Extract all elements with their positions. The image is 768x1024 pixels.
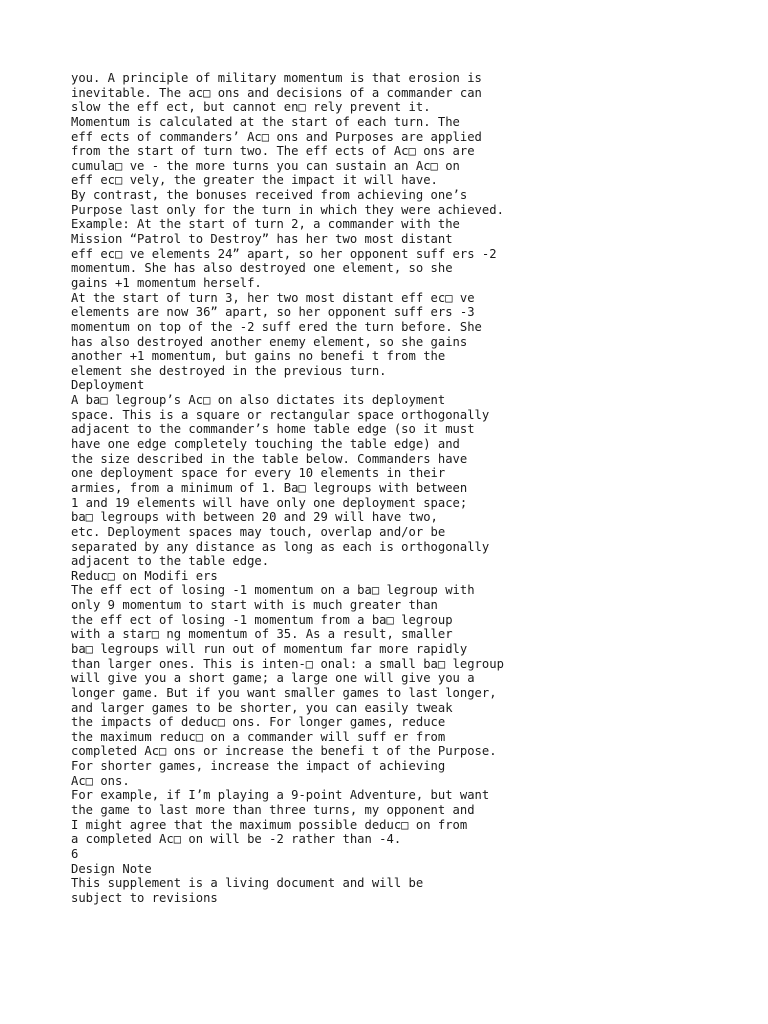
section-heading-deployment: Deployment bbox=[71, 378, 145, 393]
text-line: the impacts of deduc□ ons. For longer games, reduce bbox=[71, 715, 446, 730]
text-line: have one edge completely touching the table edge) and bbox=[71, 437, 460, 452]
text-line: adjacent to the table edge. bbox=[71, 554, 270, 569]
text-line: completed Ac□ ons or increase the benefi t of the Purpose. bbox=[71, 744, 497, 759]
text-line: the game to last more than three turns, my opponent and bbox=[71, 803, 475, 818]
text-line: subject to revisions bbox=[71, 890, 218, 905]
text-line: For shorter games, increase the impact of achieving bbox=[71, 759, 446, 774]
text-line: with a star□ ng momentum of 35. As a result, smaller bbox=[71, 627, 453, 642]
text-line: For example, if I’m playing a 9-point Adventure, but want bbox=[71, 788, 490, 803]
text-line: elements are now 36” apart, so her opponent suff ers -3 bbox=[71, 305, 475, 320]
text-line: slow the eff ect, but cannot en□ rely prevent it. bbox=[71, 100, 431, 115]
text-line: Mission “Patrol to Destroy” has her two most distant bbox=[71, 232, 453, 247]
text-line: eff ects of commanders’ Ac□ ons and Purposes are applied bbox=[71, 129, 482, 144]
text-line: and larger games to be shorter, you can easily tweak bbox=[71, 700, 453, 715]
text-line: another +1 momentum, but gains no benefi t from the bbox=[71, 349, 446, 364]
text-line: than larger ones. This is inten-□ onal: a small ba□ legroup bbox=[71, 656, 504, 671]
section-heading-reduction-modifiers: Reduc□ on Modifi ers bbox=[71, 568, 218, 583]
text-line: the eff ect of losing -1 momentum from a ba□ legroup bbox=[71, 612, 453, 627]
text-line: only 9 momentum to start with is much greater than bbox=[71, 598, 438, 613]
text-line: Momentum is calculated at the start of each turn. The bbox=[71, 114, 460, 129]
text-line: I might agree that the maximum possible deduc□ on from bbox=[71, 817, 468, 832]
document-body bbox=[71, 71, 761, 906]
text-line: By contrast, the bonuses received from achieving one’s bbox=[71, 188, 468, 203]
text-line: you. A principle of military momentum is that erosion is bbox=[71, 71, 482, 85]
text-line: etc. Deployment spaces may touch, overlap and/or be bbox=[71, 524, 446, 539]
text-line: ba□ legroups will run out of momentum far more rapidly bbox=[71, 641, 468, 656]
text-line: Ac□ ons. bbox=[71, 773, 130, 788]
text-line: from the start of turn two. The eff ects of Ac□ ons are bbox=[71, 144, 475, 159]
text-line: momentum on top of the -2 suff ered the turn before. She bbox=[71, 319, 482, 334]
text-line: will give you a short game; a large one will give you a bbox=[71, 671, 475, 686]
text-line: This supplement is a living document and will be bbox=[71, 876, 424, 891]
text-line: 1 and 19 elements will have only one deployment space; bbox=[71, 495, 468, 510]
text-line: The eff ect of losing -1 momentum on a ba□ legroup with bbox=[71, 583, 475, 598]
text-line: gains +1 momentum herself. bbox=[71, 275, 262, 290]
text-line: eff ec□ ve elements 24” apart, so her opponent suff ers -2 bbox=[71, 246, 497, 261]
text-line: separated by any distance as long as each is orthogonally bbox=[71, 539, 490, 554]
text-line: the maximum reduc□ on a commander will suff er from bbox=[71, 729, 446, 744]
text-line: adjacent to the commander’s home table edge (so it must bbox=[71, 422, 475, 437]
text-line: the size described in the table below. Commanders have bbox=[71, 451, 468, 466]
text-line: eff ec□ vely, the greater the impact it will have. bbox=[71, 173, 438, 188]
text-line: ba□ legroups with between 20 and 29 will have two, bbox=[71, 510, 438, 525]
page-number: 6 bbox=[71, 846, 79, 861]
text-line: momentum. She has also destroyed one element, so she bbox=[71, 261, 453, 276]
text-line: has also destroyed another enemy element, so she gains bbox=[71, 334, 468, 349]
text-line: A ba□ legroup’s Ac□ on also dictates its deployment bbox=[71, 393, 446, 408]
text-line: one deployment space for every 10 elements in their bbox=[71, 466, 446, 481]
text-line: space. This is a square or rectangular space orthogonally bbox=[71, 407, 490, 422]
text-line: element she destroyed in the previous turn. bbox=[71, 363, 387, 378]
text-line: inevitable. The ac□ ons and decisions of a commander can bbox=[71, 85, 482, 100]
text-line: Purpose last only for the turn in which they were achieved. bbox=[71, 202, 504, 217]
text-line: a completed Ac□ on will be -2 rather than -4. bbox=[71, 832, 402, 847]
text-line: longer game. But if you want smaller games to last longer, bbox=[71, 685, 497, 700]
text-line: Example: At the start of turn 2, a commander with the bbox=[71, 217, 460, 232]
text-line: cumula□ ve - the more turns you can sustain an Ac□ on bbox=[71, 158, 460, 173]
text-line: armies, from a minimum of 1. Ba□ legroups with between bbox=[71, 480, 468, 495]
section-heading-design-note: Design Note bbox=[71, 861, 152, 876]
text-line: At the start of turn 3, her two most distant eff ec□ ve bbox=[71, 290, 475, 305]
